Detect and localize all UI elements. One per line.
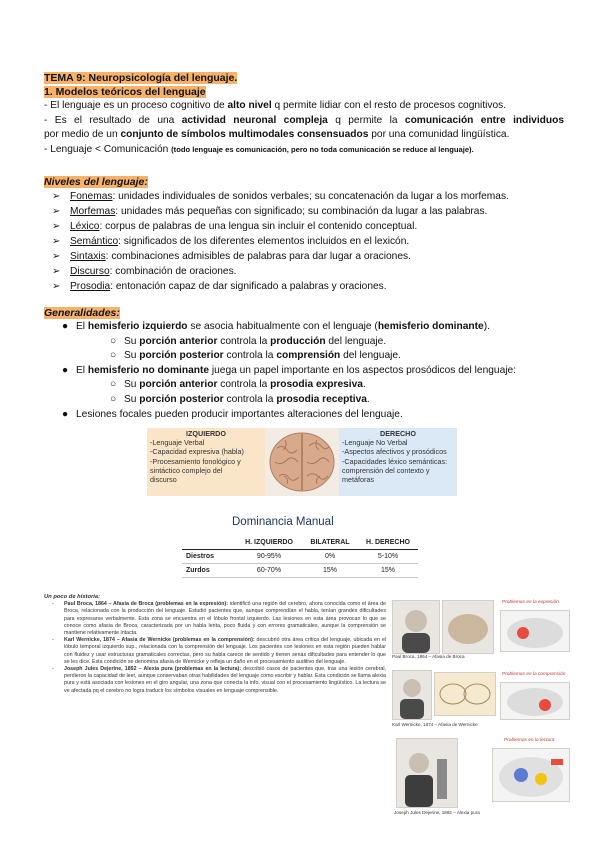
intro-line-4: - Lenguaje < Comunicación (todo lenguaje es comunicación, pero no toda comunicación se reduce al lenguaje). [44,143,474,155]
bullet-circle-icon: ○ [110,350,117,362]
historia-item: - Paul Broca, 1864 – Afasia de Broca (problemas en la expresión): identificó una región del cerebro, ahora conocida como el área de Broca, relacionada con la producción del lenguaje. Estudió pacientes que, aunque comprendían el habla, tenían grandes dificultades para expresarse verbalmente. Esta zona se encuentra en el lóbulo frontal izquierdo. Las lesiones en esta área provocan lo que se conoce como afasia de Broca, caracterizada por un habla lenta, poco fluida y con errores gramaticales, aunque la comprensión se mantiene relativamente intacta. [52,601,386,637]
list-item: ➢ Prosodia: entonación capaz de dar significado a palabras y oraciones. [52,281,387,292]
right-hemisphere-text: -Lenguaje No Verbal -Aspectos afectivos y prosódicos -Capacidades léxico semánticas: comprensión del contexto y metáforas [342,438,448,485]
bullet-circle-icon: ○ [110,335,117,347]
left-hemisphere-header: IZQUIERDO [186,429,226,438]
broca-area-diagram [500,610,570,652]
list-item: ○ Su porción posterior controla la comprensión del lenguaje. [58,349,578,364]
list-item: ● El hemisferio no dominante juega un papel importante en los aspectos prosódicos del lenguaje: [58,364,578,379]
list-item: ○ Su porción posterior controla la prosodia receptiva. [58,393,578,408]
list-item: ➢ Sintaxis: combinaciones admisibles de palabras para dar lugar a oraciones. [52,251,411,262]
intro-line-2: - Es el resultado de una actividad neuronal compleja q permite la comunicación entre individuos [44,114,565,126]
list-item: ○ Su porción anterior controla la producción del lenguaje. [58,335,578,350]
list-item: ● El hemisferio izquierdo se asocia habitualmente con el lenguaje (hemisferio dominante). [58,320,578,335]
broca-label: Problemas en la expresión [502,600,559,605]
arrow-bullet-icon: ➢ [52,281,61,292]
list-item: ○ Su porción anterior controla la prosodia expresiva. [58,378,578,393]
generalidades-heading: Generalidades: [44,307,120,319]
niveles-list [52,189,572,294]
broca-portrait [392,600,440,654]
list-item: ➢ Semántico: significados de los diferentes elementos incluidos en el lexicón. [52,236,410,247]
arrow-bullet-icon: ➢ [52,206,61,217]
tema-title: TEMA 9: Neuropsicología del lenguaje. [44,72,238,84]
dejerine-area-diagram [492,748,570,802]
arrow-bullet-icon: ➢ [52,266,61,277]
wernicke-area-diagram [500,682,570,720]
dejerine-photo [396,738,458,808]
list-item: ➢ Fonemas: unidades individuales de sonidos verbales; su concatenación da lugar a los morfemas. [52,191,509,202]
list-item: ➢ Discurso: combinación de oraciones. [52,266,237,277]
dominancia-title: Dominancia Manual [232,516,334,528]
bullet-circle-icon: ○ [110,393,117,405]
wernicke-caption: Karl Wernicke, 1874 – Afasia de Wernicke [392,722,478,727]
broca-brain-photo [442,600,494,654]
generalidades-list [58,320,578,422]
table-row: Zurdos 60-70% 15% 15% [182,564,418,578]
table-header-row: H. IZQUIERDO BILATERAL H. DERECHO [182,536,418,550]
broca-caption: Paul Broca, 1864 – Afasia de Broca [392,654,465,659]
dejerine-caption: Joseph Jules Dejerine, 1892 – Alexia pura [394,810,480,815]
bullet-dot-icon: ● [62,408,69,420]
section-title: 1. Modelos teóricos del lenguaje [44,86,206,98]
list-item: ➢ Morfemas: unidades más pequeñas con significado; su combinación da lugar a las palabras. [52,206,488,217]
arrow-bullet-icon: ➢ [52,191,61,202]
dejerine-label: Problemas en la lectura [504,738,555,743]
list-item: ● Lesiones focales pueden producir importantes alteraciones del lenguaje. [58,408,578,423]
historia-section [44,594,386,695]
intro-paragraph [44,99,564,157]
bullet-dot-icon: ● [62,321,69,332]
wernicke-portrait [392,670,432,720]
brain-illustration [265,428,339,496]
arrow-bullet-icon: ➢ [52,236,61,247]
historia-title: Un poco de historia: [44,594,101,600]
historia-item: - Joseph Jules Dejerine, 1892 – Alexia pura (problemas en la lectura): describió casos de pacientes que, tras una lesión cerebral, perdieron la capacidad de leer, aunque conservaban otras habilidades del lenguaje como escribir y hablar. Esta condición se llama alexia pura y está asociada con lesiones en el giro angular, una zona que conecta la info. visual con el procesamiento lingüístico. La lectura se ve afectada pq el cerebro no logra traducir los símbolos visuales en lenguaje comprensible. [52,666,386,694]
right-hemisphere-header: DERECHO [380,429,416,438]
history-images [392,598,572,818]
dominancia-table [182,536,418,578]
wernicke-sketch [434,672,496,716]
niveles-heading: Niveles del lenguaje: [44,176,148,188]
intro-line-1: - El lenguaje es un proceso cognitivo de alto nivel q permite lidiar con el resto de procesos cognitivos. [44,100,507,111]
arrow-bullet-icon: ➢ [52,251,61,262]
left-hemisphere-box [147,428,265,496]
list-item: ➢ Léxico: corpus de palabras de una lengua sin incluir el contenido conceptual. [52,221,418,232]
wernicke-label: Problemas en la comprensión [502,672,566,677]
bullet-dot-icon: ● [62,364,69,376]
left-hemisphere-text: -Lenguaje Verbal -Capacidad expresiva (habla) -Procesamiento fonológico y sintáctico complejo del discurso [150,438,244,485]
arrow-bullet-icon: ➢ [52,221,61,232]
intro-line-3: por medio de un conjunto de símbolos multimodales consensuados por una comunidad lingüística. [44,129,510,140]
right-hemisphere-box [339,428,457,496]
hemispheres-figure [147,428,457,496]
bullet-circle-icon: ○ [110,379,117,391]
table-row: Diestros 90-95% 0% 5-10% [182,550,418,564]
historia-item: - Karl Wernicke, 1874 – Afasia de Wernicke (problemas en la comprensión): descubrió otra área crítica del lenguaje, ubicada en el lóbulo temporal izquierdo sup., relacionada con la comprensión del lenguaje. Los pacientes con lesiones en esta región pueden hablar con fluidez y usar estructuras gramaticales correctas, pero su habla carece de sentido y tienen serias dificultades para entender lo que se les dice. Esta condición se denomina afasia de Wernicke y refleja un daño en el procesamiento auditivo del lenguaje. [52,637,386,665]
